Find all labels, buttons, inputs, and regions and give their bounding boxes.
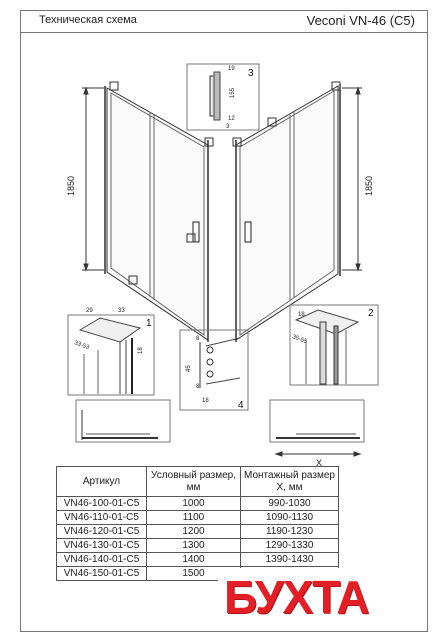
detail1-dim-a: 29 — [86, 308, 93, 314]
detail4-dim-c: 8 — [196, 384, 200, 390]
detail3-dim-a: 19 — [228, 66, 235, 72]
detail1-dim-d: 18 — [138, 347, 144, 354]
top-view-right — [270, 400, 364, 456]
table-cell: 1290-1330 — [241, 539, 339, 553]
table-cell: VN46-130-01-C5 — [57, 539, 147, 553]
table-cell: 1100 — [147, 511, 241, 525]
detail-1 — [68, 315, 154, 395]
table-cell: VN46-110-01-C5 — [57, 511, 147, 525]
detail1-dim-b: 33 — [118, 308, 125, 314]
table-row — [57, 525, 339, 539]
table-cell: VN46-100-01-C5 — [57, 497, 147, 511]
watermark-logo — [218, 568, 368, 624]
table-cell: VN46-120-01-C5 — [57, 525, 147, 539]
model-name: Veconi VN-46 (C5) — [306, 13, 415, 28]
table-cell: 1090-1130 — [241, 511, 339, 525]
table-header-mounting-size: Монтажный размер X, мм — [241, 467, 339, 497]
sheet-title: Техническая схема — [39, 14, 137, 26]
height-dimension-right: 1850 — [364, 175, 374, 196]
table-header-nominal-size: Условный размер, мм — [147, 467, 241, 497]
table-row — [57, 539, 339, 553]
table-cell: 1000 — [147, 497, 241, 511]
callout-1: 1 — [146, 318, 152, 329]
detail3-dim-d: 3 — [226, 124, 230, 130]
callout-3: 3 — [248, 68, 254, 79]
table-cell: VN46-140-01-C5 — [57, 553, 147, 567]
right-door-panel — [236, 84, 362, 342]
detail4-dim-b: 45 — [186, 365, 192, 372]
table-cell: 1500 — [147, 567, 241, 581]
left-door-panel — [82, 86, 208, 342]
top-view-left — [76, 400, 170, 442]
callout-4: 4 — [238, 400, 244, 411]
table-cell: 1400 — [147, 553, 241, 567]
detail4-dim-d: 18 — [202, 398, 209, 404]
table-header-article: Артикул — [57, 467, 147, 497]
callout-2: 2 — [368, 308, 374, 319]
detail2-dim-a: 18 — [298, 312, 305, 318]
detail3-dim-c: 12 — [228, 116, 235, 122]
table-row — [57, 511, 339, 525]
watermark-text: БУХТА — [224, 571, 369, 623]
table-cell: VN46-150-01-C5 — [57, 567, 147, 581]
detail4-dim-a: 8 — [196, 336, 200, 342]
table-cell: 1190-1230 — [241, 525, 339, 539]
detail3-dim-b: 155 — [230, 87, 236, 98]
detail2-dim-b: 35-55 — [291, 334, 308, 346]
table-cell: 990-1030 — [241, 497, 339, 511]
height-dimension-left: 1850 — [66, 175, 76, 196]
detail1-dim-c: 33-53 — [73, 340, 90, 352]
table-cell: 1390-1430 — [241, 553, 339, 567]
table-cell: 1300 — [147, 539, 241, 553]
specifications-table — [56, 466, 339, 581]
table-row — [57, 553, 339, 567]
callout-marker — [110, 82, 118, 90]
width-x-label: X — [316, 458, 323, 468]
table-row — [57, 497, 339, 511]
table-cell: 1200 — [147, 525, 241, 539]
